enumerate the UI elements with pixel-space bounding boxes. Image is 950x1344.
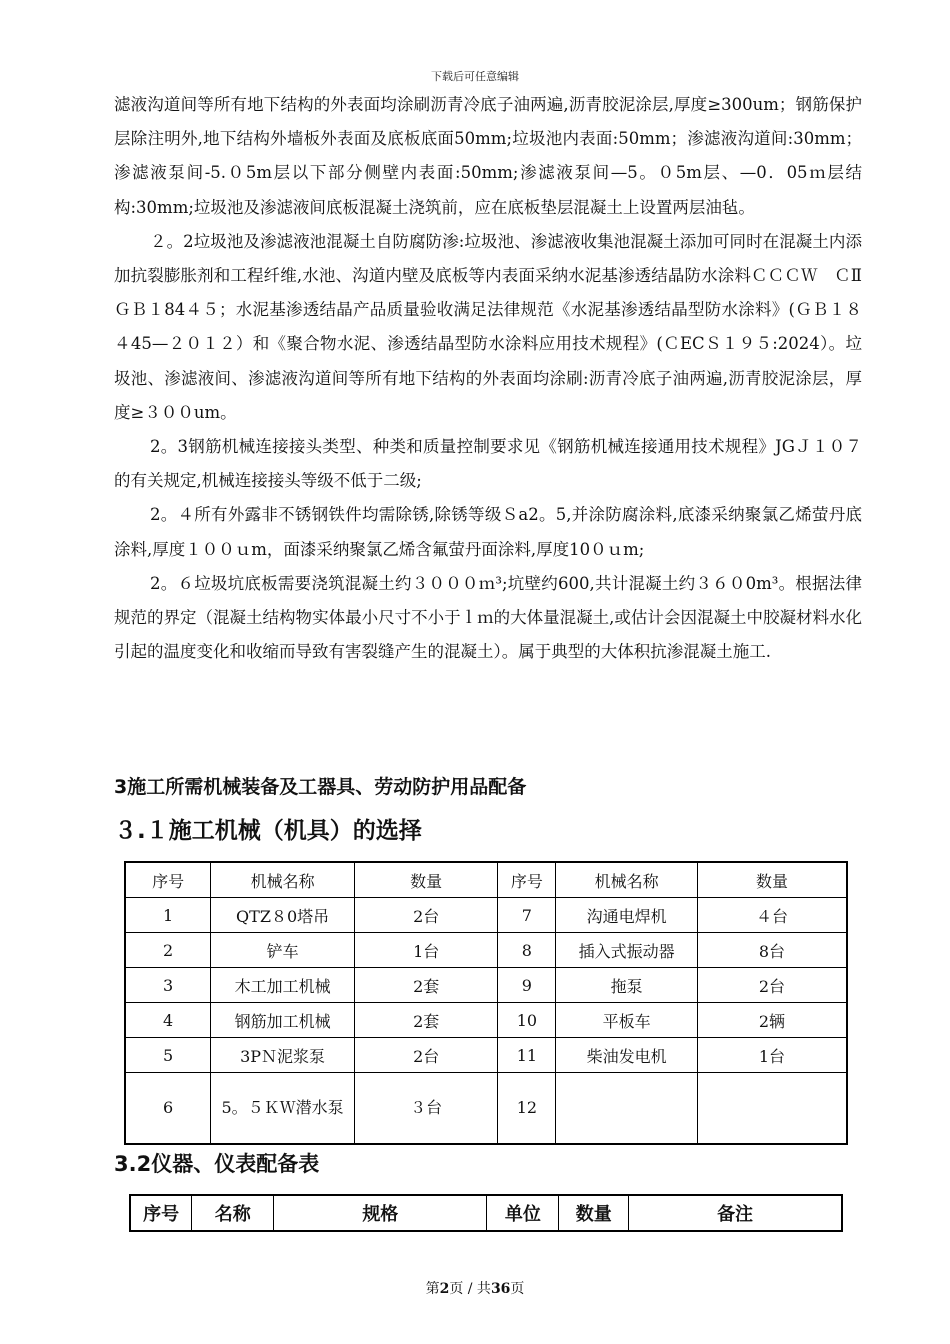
table-cell: 8台	[697, 933, 847, 968]
footer-suffix: 页	[510, 1281, 525, 1297]
header-cell: 序号	[130, 1195, 192, 1231]
table-row	[125, 1073, 847, 1145]
current-page-number: 2	[439, 1281, 450, 1297]
footer-mid: 页 / 共	[449, 1281, 491, 1297]
table-header-row	[130, 1195, 842, 1231]
paragraph-continuation: 滤液沟道间等所有地下结构的外表面均涂刷沥青冷底子油两遍,沥青胶泥涂层,厚度≥300um；钢筋保护层除注明外,地下结构外墙板外表面及底板底面50mm;垃圾池内表面:50mm；渗滤液沟道间:30mm；渗滤液泵间-5.０5m层以下部分侧壁内表面:50mm;渗滤液泵间—5。０5m层、—0．05ｍ层结构:30mm;垃圾池及渗滤液间底板混凝土浇筑前，应在底板垫层混凝土上设置两层油毡。	[114, 95, 862, 217]
table-cell: 12	[498, 1073, 556, 1145]
table-cell	[556, 1073, 698, 1145]
table-cell: 1	[125, 898, 211, 933]
header-cell: 数量	[354, 862, 498, 898]
table-cell: 6	[125, 1073, 211, 1145]
table-cell: 2台	[354, 1038, 498, 1073]
paragraph-2-6: 2。６垃圾坑底板需要浇筑混凝土约３０００ｍ³;坑壁约600,共计混凝土约３６０0m³。根据法律规范的界定（混凝土结构物实体最小尺寸不小于ｌｍ的大体量混凝土,或估计会因混凝土中胶凝材料水化引起的温度变化和收缩而导致有害裂缝产生的混凝土）。属于典型的大体积抗渗混凝土施工.	[114, 573, 862, 662]
table-cell: QTZ８0塔吊	[211, 898, 355, 933]
table-cell: 平板车	[556, 1003, 698, 1038]
table-row	[125, 1038, 847, 1073]
header-cell: 规格	[274, 1195, 487, 1231]
table-cell: 11	[498, 1038, 556, 1073]
header-cell: 机械名称	[211, 862, 355, 898]
header-cell: 数量	[559, 1195, 629, 1231]
table-cell: 10	[498, 1003, 556, 1038]
table-cell: 8	[498, 933, 556, 968]
table-cell: 3	[125, 968, 211, 1003]
table-cell: ４台	[697, 898, 847, 933]
table-cell: 拖泵	[556, 968, 698, 1003]
paragraph-2-3: 2。3钢筋机械连接接头类型、种类和质量控制要求见《钢筋机械连接通用技术规程》JGＪ１０７的有关规定,机械连接接头等级不低于二级;	[114, 437, 862, 491]
table-cell: 2套	[354, 1003, 498, 1038]
instrument-table	[129, 1194, 843, 1232]
table-cell: 2	[125, 933, 211, 968]
table-cell	[697, 1073, 847, 1145]
footer-prefix: 第	[425, 1281, 440, 1297]
table-cell: 沟通电焊机	[556, 898, 698, 933]
table-cell: 7	[498, 898, 556, 933]
table-cell: 木工加工机械	[211, 968, 355, 1003]
table-row	[125, 968, 847, 1003]
table-cell: ３台	[354, 1073, 498, 1145]
table-cell: 2台	[354, 898, 498, 933]
table-cell: 2套	[354, 968, 498, 1003]
header-cell: 数量	[697, 862, 847, 898]
section-3-2-heading: 3.2仪器、仪表配备表	[114, 1152, 320, 1176]
machine-table	[124, 861, 848, 1145]
header-cell: 名称	[192, 1195, 274, 1231]
table-row	[125, 1003, 847, 1038]
table-cell: 5	[125, 1038, 211, 1073]
table-cell: 1台	[697, 1038, 847, 1073]
table-cell: 2台	[697, 968, 847, 1003]
table-cell: 1台	[354, 933, 498, 968]
paragraph-2-4: 2。４所有外露非不锈钢铁件均需除锈,除锈等级Ｓa2。5,并涂防腐涂料,底漆采纳聚氯乙烯萤丹底涂料,厚度１００ｕm，面漆采纳聚氯乙烯含氟萤丹面涂料,厚度10０ｕm;	[114, 505, 862, 559]
table-cell: 5。５ＫＷ潜水泵	[211, 1073, 355, 1145]
header-cell: 序号	[498, 862, 556, 898]
header-cell: 序号	[125, 862, 211, 898]
page-header-note: 下载后可任意编辑	[431, 70, 519, 83]
table-row	[125, 898, 847, 933]
page-footer	[0, 1278, 950, 1298]
body-text	[114, 88, 862, 669]
section-3-heading: 3施工所需机械装备及工器具、劳动防护用品配备	[114, 776, 527, 798]
header-cell: 单位	[487, 1195, 559, 1231]
table-cell: 2辆	[697, 1003, 847, 1038]
table-cell: 钢筋加工机械	[211, 1003, 355, 1038]
table-cell: 9	[498, 968, 556, 1003]
total-page-count: 36	[490, 1281, 511, 1297]
table-row	[125, 933, 847, 968]
table-cell: 4	[125, 1003, 211, 1038]
header-cell: 备注	[629, 1195, 842, 1231]
section-3-1-heading: ３.１施工机械（机具）的选择	[114, 818, 422, 844]
table-cell: 柴油发电机	[556, 1038, 698, 1073]
table-cell: 铲车	[211, 933, 355, 968]
table-cell: 插入式振动器	[556, 933, 698, 968]
header-cell: 机械名称	[556, 862, 698, 898]
table-header-row	[125, 862, 847, 898]
paragraph-2-2: ２。2垃圾池及渗滤液池混凝土自防腐防渗:垃圾池、渗滤液收集池混凝土添加可同时在混凝土内添加抗裂膨胀剂和工程纤维,水池、沟道内壁及底板等内表面采纳水泥基渗透结晶防水涂料ＣＣＣＷ ＣⅡＧＢ１84４５；水泥基渗透结晶产品质量验收满足法律规范《水泥基渗透结晶型防水涂料》(ＧＢ１８４45—２０１２）和《聚合物水泥、渗透结晶型防水涂料应用技术规程》(ＣECＳ１９５:2024）。垃圾池、渗滤液间、渗滤液沟道间等所有地下结构的外表面均涂刷:沥青冷底子油两遍,沥青胶泥涂层，厚度≥３００um。	[114, 231, 862, 422]
table-cell: 3PＮ泥浆泵	[211, 1038, 355, 1073]
